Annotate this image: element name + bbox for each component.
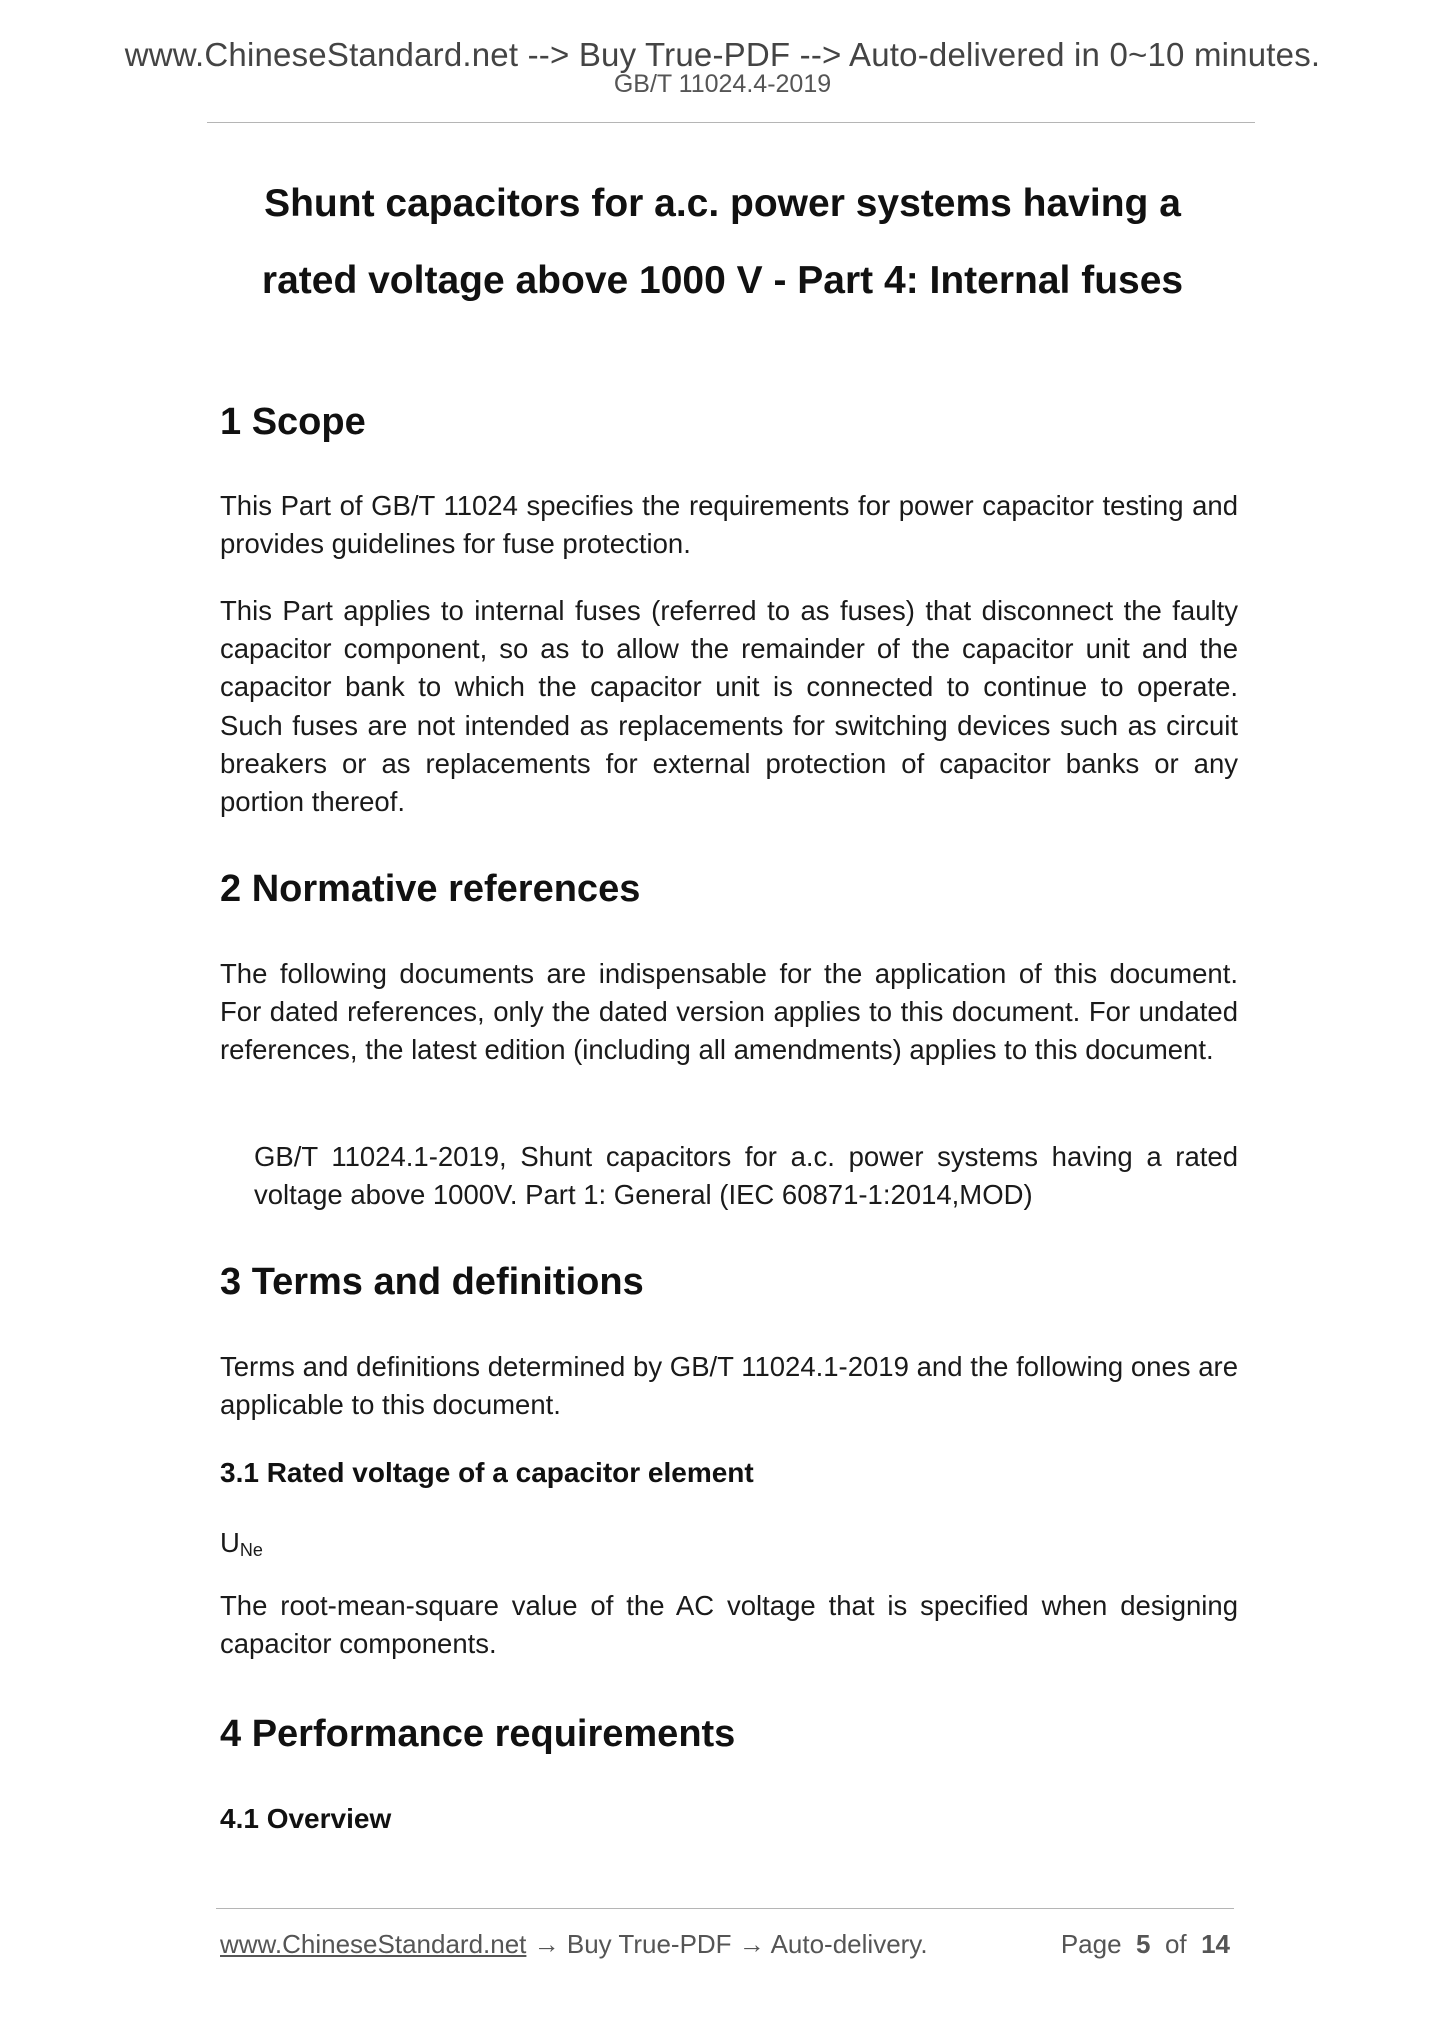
footer-site-link[interactable]: www.ChineseStandard.net: [220, 1929, 527, 1959]
section-2-paragraph-1: The following documents are indispensable for the application of this document. For dated references, only the dated version applies to this document. For undated references, the latest edition (including all amendments) applies to this document.: [220, 958, 1238, 1066]
section-1-heading: 1 Scope: [220, 401, 366, 443]
section-3-heading: 3 Terms and definitions: [220, 1261, 644, 1303]
term-symbol: [220, 1529, 263, 1559]
header-standard-code: GB/T 11024.4-2019: [613, 70, 832, 98]
footer-promo: [220, 1931, 928, 1957]
section-1-paragraph-1: This Part of GB/T 11024 specifies the requirements for power capacitor testing and provides guidelines for fuse protection.: [220, 490, 1238, 560]
page-of-label: of: [1164, 1929, 1187, 1959]
header-banner: www.ChineseStandard.net --> Buy True-PDF --> Auto-delivered in 0~10 minutes.: [124, 36, 1321, 73]
document-title-line-2: rated voltage above 1000 V - Part 4: Internal fuses: [261, 259, 1184, 302]
footer-divider: [216, 1908, 1234, 1909]
page-label: Page: [1060, 1929, 1122, 1959]
section-1-paragraph-2: This Part applies to internal fuses (referred to as fuses) that disconnect the faulty capacitor component, so as to allow the remainder of the capacitor unit and the capacitor bank to which the capacitor unit is connected to continue to operate. Such fuses are not intended as replacements for switching devices such as circuit breakers or as replacements for external protection of capacitor banks or any portion thereof.: [220, 595, 1238, 818]
page-total: 14: [1201, 1929, 1230, 1959]
section-2-heading: 2 Normative references: [220, 868, 641, 910]
document-title: [200, 165, 1245, 319]
term-symbol-subscript: Ne: [239, 1540, 263, 1560]
section-4-heading: 4 Performance requirements: [220, 1713, 736, 1755]
subsection-3-1-heading: 3.1 Rated voltage of a capacitor element: [220, 1457, 754, 1488]
term-symbol-main: U: [220, 1527, 240, 1558]
subsection-4-1-heading: 4.1 Overview: [220, 1803, 392, 1834]
page-indicator: [1061, 1931, 1230, 1957]
document-title-line-1: Shunt capacitors for a.c. power systems having a: [264, 182, 1181, 225]
page-current: 5: [1136, 1929, 1151, 1959]
section-3-paragraph-1: Terms and definitions determined by GB/T 11024.1-2019 and the following ones are applicable to this document.: [220, 1351, 1238, 1421]
footer-promo-text: → Buy True-PDF → Auto-delivery.: [526, 1929, 928, 1959]
term-definition: The root-mean-square value of the AC voltage that is specified when designing capacitor components.: [220, 1590, 1238, 1660]
normative-reference-item: GB/T 11024.1-2019, Shunt capacitors for a.c. power systems having a rated voltage above 1000V. Part 1: General (IEC 60871-1:2014,MOD): [254, 1141, 1238, 1211]
header-divider: [207, 122, 1255, 123]
